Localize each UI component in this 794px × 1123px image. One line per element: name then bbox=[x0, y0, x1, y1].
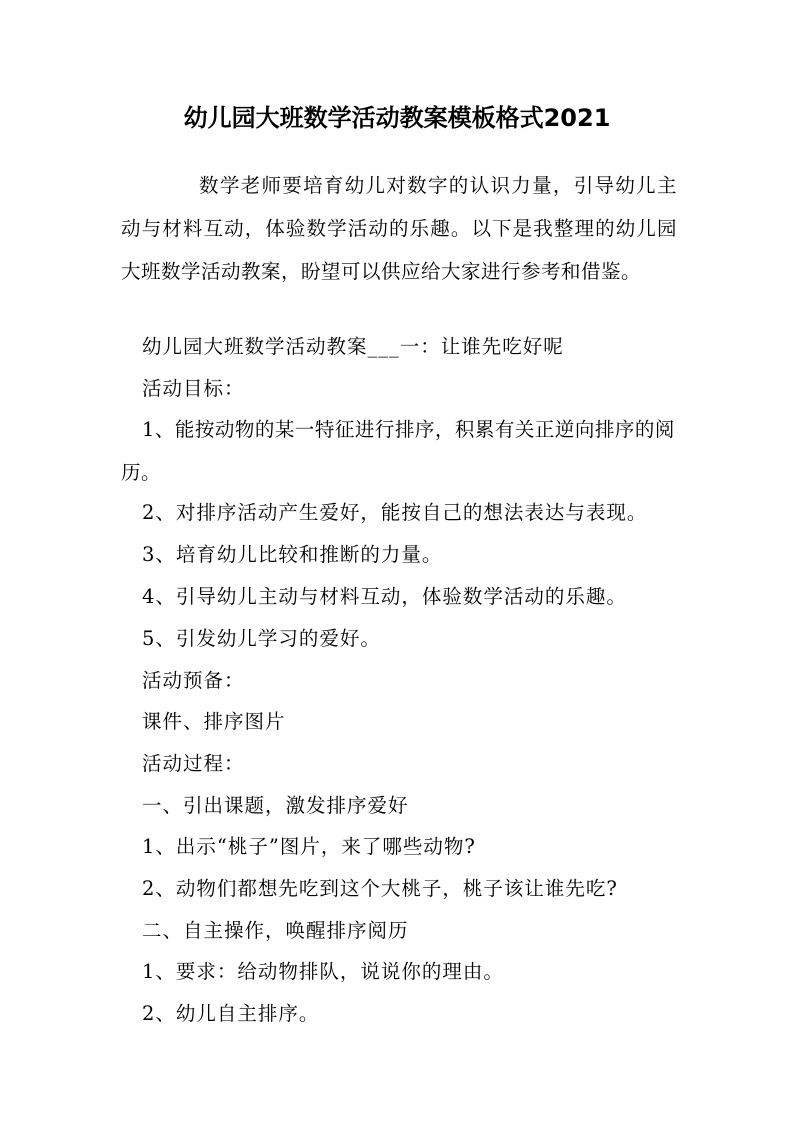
section-heading-lesson-one: 幼儿园大班数学活动教案___一：让谁先吃好呢 bbox=[142, 335, 564, 358]
goal-item-2: 2、对排序活动产生爱好，能按自己的想法表达与表现。 bbox=[142, 501, 648, 524]
process-step-1-item-2: 2、动物们都想先吃到这个大桃子，桃子该让谁先吃? bbox=[142, 877, 618, 900]
goal-item-4: 4、引导幼儿主动与材料互动，体验数学活动的乐趣。 bbox=[142, 585, 627, 608]
process-step-2-item-1: 1、要求：给动物排队，说说你的理由。 bbox=[142, 960, 504, 983]
heading-activity-preparation: 活动预备： bbox=[142, 669, 245, 692]
goal-item-1: 1、能按动物的某一特征进行排序，积累有关正逆向排序的阅历。 bbox=[121, 418, 675, 484]
goal-item-3: 3、培育幼儿比较和推断的力量。 bbox=[142, 543, 443, 566]
intro-paragraph: 数学老师要培育幼儿对数字的认识力量，引导幼儿主动与材料互动，体验数学活动的乐趣。以下是我整理的幼儿园大班数学活动教案，盼望可以供应给大家进行参考和借鉴。 bbox=[121, 174, 677, 283]
heading-activity-goals: 活动目标： bbox=[142, 377, 245, 400]
process-step-2-heading: 二、自主操作，唤醒排序阅历 bbox=[142, 919, 409, 942]
preparation-materials: 课件、排序图片 bbox=[142, 710, 286, 733]
process-step-2-item-2: 2、幼儿自主排序。 bbox=[142, 1002, 320, 1025]
document-title: 幼儿园大班数学活动教案模板格式2021 bbox=[183, 104, 611, 132]
process-step-1-item-1: 1、出示“桃子”图片，来了哪些动物? bbox=[142, 835, 476, 858]
heading-activity-process: 活动过程： bbox=[142, 752, 245, 775]
process-step-1-heading: 一、引出课题，激发排序爱好 bbox=[142, 794, 409, 817]
goal-item-5: 5、引发幼儿学习的爱好。 bbox=[142, 627, 381, 650]
